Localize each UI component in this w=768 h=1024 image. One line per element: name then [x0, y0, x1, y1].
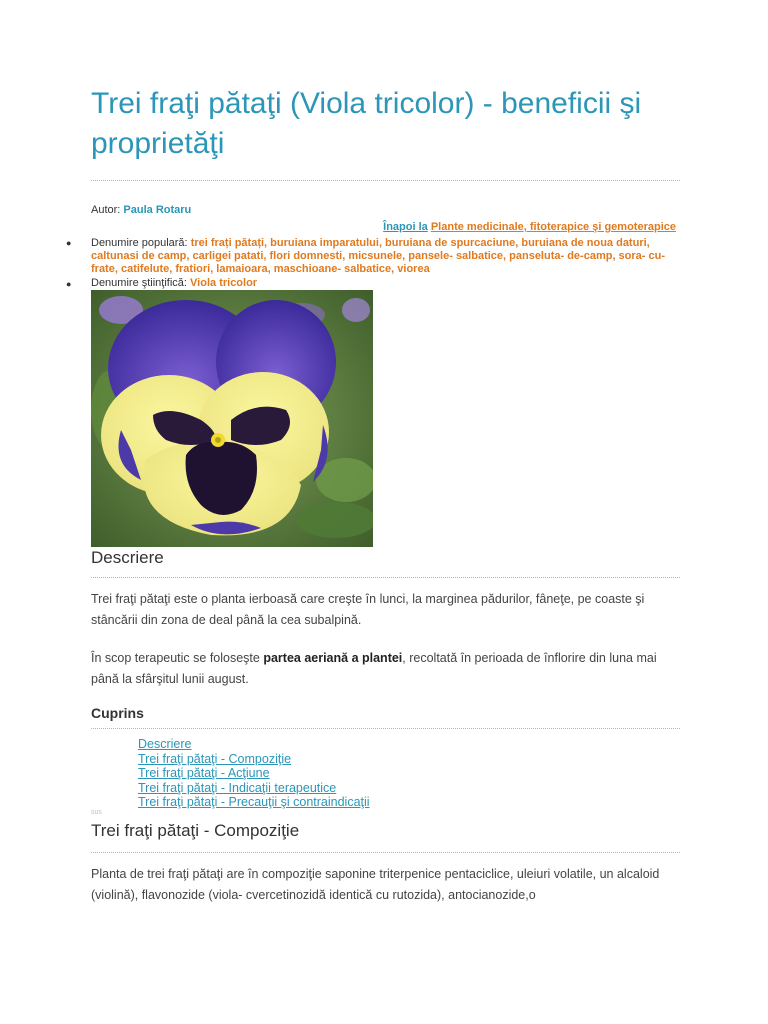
- author-name-link[interactable]: Paula Rotaru: [123, 204, 192, 216]
- description-p2-start: În scop terapeutic se foloseşte: [91, 651, 264, 665]
- popular-names-label: Denumire populară:: [91, 237, 188, 249]
- title-divider: [91, 180, 680, 181]
- description-paragraph-2: [91, 648, 681, 690]
- popular-names-item: [91, 237, 681, 276]
- category-link[interactable]: Plante medicinale, fitoterapice şi gemoterapice: [430, 221, 676, 233]
- author-line: [91, 204, 191, 216]
- toc-divider: [91, 728, 680, 729]
- back-to-top-link[interactable]: sus: [91, 809, 102, 816]
- table-of-contents: [138, 737, 370, 810]
- pansy-flower-photo: [91, 290, 373, 547]
- back-prefix-link[interactable]: Înapoi la: [383, 221, 428, 233]
- page-title: Trei fraţi pătaţi (Viola tricolor) - beneficii şi proprietăţi: [91, 87, 642, 160]
- description-paragraph-1: Trei fraţi pătaţi este o planta ierboasă care creşte în lunci, la marginea pădurilor, fâneţe, pe coaste şi stâncării din zona de deal până la cea subalpină.: [91, 592, 645, 627]
- scientific-name-item: [91, 277, 681, 290]
- scientific-name-label: Denumire ştiinţifică:: [91, 277, 187, 289]
- composition-paragraph-1: Planta de trei fraţi pătaţi are în compoziţie saponine triterpenice pentaciclice, uleiuri volatile, un alcaloid (violină), flavonozide (viola- cvercetinozidă identică cu rutozida), antocianozide,o: [91, 867, 660, 902]
- popular-names-value: trei frați pătați, buruiana imparatului, buruiana de spurcaciune, buruiana de noua daturi, caltunasi de camp, carligei patati, flori domnesti, micsunele, pansele- salbatice, panseluta- de-camp, sora- cu- frate, catifelute, fratiori, lamaioara, maschioane- salbatice, viorea: [91, 237, 666, 275]
- toc-link-description[interactable]: Descriere: [138, 737, 192, 751]
- description-p2-end: , recoltată în perioada de înflorire din luna mai până la sfârşitul lunii august.: [91, 651, 657, 686]
- back-to-category: [383, 221, 676, 233]
- toc-link-precautions[interactable]: Trei fraţi pătaţi - Precauţii şi contraindicaţii: [138, 795, 370, 810]
- description-p2-bold: partea aeriană a plantei: [263, 651, 403, 665]
- toc-link-indications[interactable]: Trei fraţi pătaţi - Indicaţii terapeutice: [138, 780, 337, 795]
- description-heading: Descriere: [91, 548, 164, 567]
- scientific-name-value: Viola tricolor: [190, 277, 258, 289]
- bullet-icon: ●: [66, 279, 72, 289]
- author-label: Autor:: [91, 204, 121, 216]
- toc-link-action[interactable]: Trei fraţi pătaţi - Acţiune: [138, 766, 270, 781]
- composition-divider: [91, 852, 680, 853]
- toc-link-composition[interactable]: Trei fraţi pătaţi - Compoziţie: [138, 751, 292, 766]
- toc-heading: Cuprins: [91, 705, 144, 721]
- description-divider: [91, 577, 680, 578]
- composition-heading: Trei fraţi pătaţi - Compoziţie: [91, 821, 300, 840]
- bullet-icon: ●: [66, 238, 72, 248]
